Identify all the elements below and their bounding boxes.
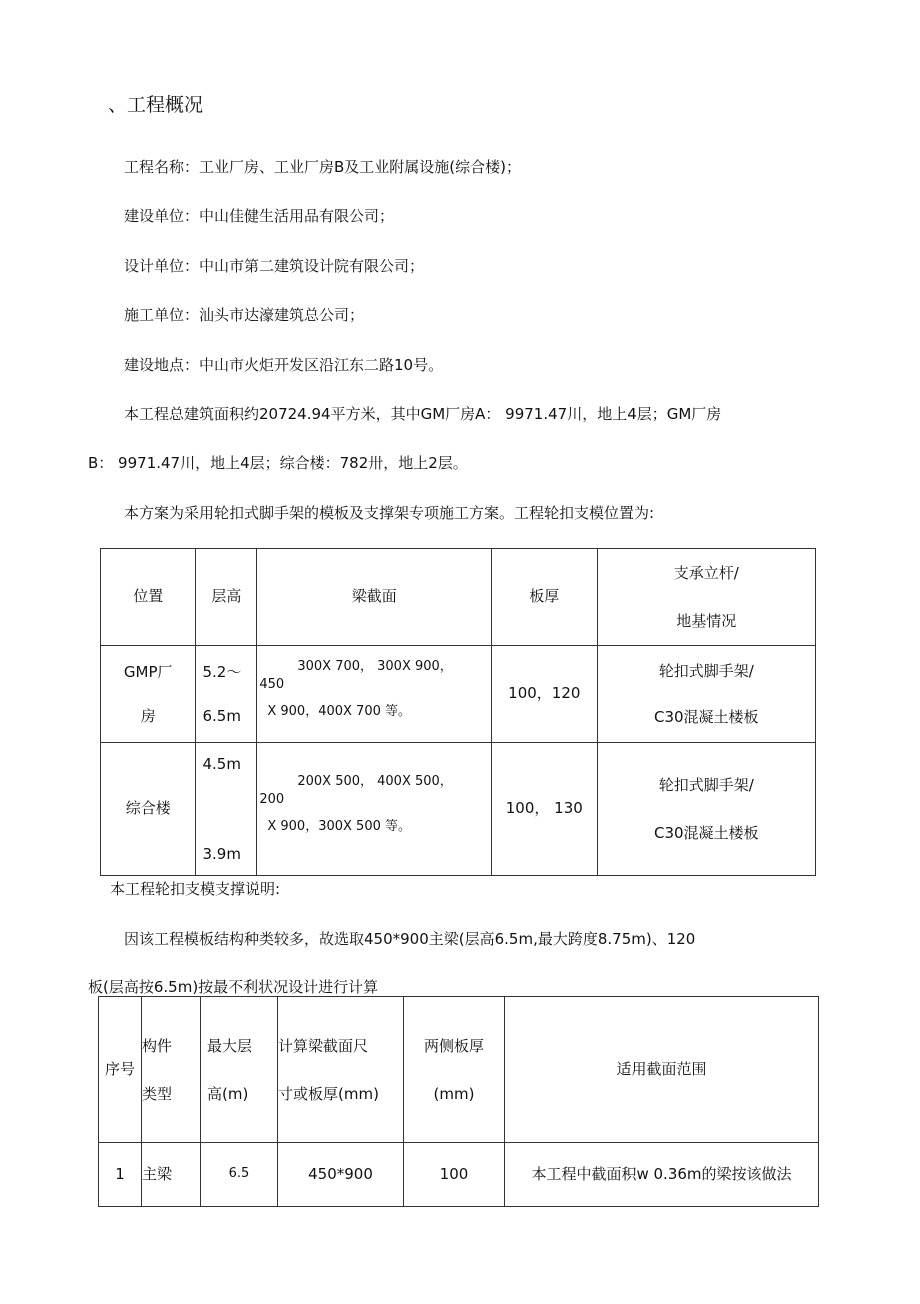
header-size-line-2: 寸或板厚(mm)	[278, 1084, 379, 1103]
support-line-2: C30混凝土楼板	[653, 824, 759, 842]
cell-position	[101, 646, 196, 743]
header-type-line-1: 构件	[142, 1036, 173, 1055]
header-side	[404, 997, 505, 1143]
header-size	[278, 997, 404, 1143]
position-line-2: 房	[140, 707, 156, 725]
project-name: 工程名称：工业厂房、工业厂房B及工业附属设施(综合楼)；	[124, 158, 521, 176]
height-line-2: 3.9m	[202, 845, 241, 863]
cell-side: 100	[404, 1143, 505, 1207]
area-line-2: B： 9971.47川，地上4层；综合楼：782卅，地上2层。	[88, 454, 468, 472]
beam-line-1: 300X 700， 300X 900，	[297, 659, 453, 674]
cell-position: 综合楼	[101, 743, 196, 876]
header-type-line-2: 类型	[142, 1084, 173, 1103]
height-line-2: 6.5m	[202, 707, 241, 725]
formwork-position-table	[100, 548, 816, 876]
header-maxh-line-1: 最大层	[207, 1036, 253, 1055]
contractor: 施工单位：汕头市达濠建筑总公司；	[124, 306, 365, 324]
header-support-line-2: 地基情况	[676, 612, 737, 630]
cell-support	[597, 743, 815, 876]
cell-height	[196, 743, 257, 876]
calc-line-2: 板(层高按6.5m)按最不利状况设计进行计算	[88, 978, 379, 996]
cell-beam	[257, 743, 492, 876]
support-line-1: 轮扣式脚手架/	[658, 662, 754, 680]
cell-height	[196, 646, 257, 743]
header-side-line-2: (mm)	[433, 1084, 475, 1103]
support-line-2: C30混凝土楼板	[653, 708, 759, 726]
header-max-height	[201, 997, 278, 1143]
cell-range: 本工程中截面积w 0.36m的梁按该做法	[505, 1143, 819, 1207]
table-row	[101, 646, 816, 743]
calc-line-1: 因该工程模板结构种类较多，故选取450*900主梁(层高6.5m,最大跨度8.75m)、120	[124, 930, 696, 948]
beam-line-3: X 900，400X 700 等。	[267, 704, 411, 719]
cell-beam	[257, 646, 492, 743]
cell-slab: 100， 130	[492, 743, 597, 876]
cell-slab: 100，120	[492, 646, 597, 743]
location: 建设地点：中山市火炬开发区沿江东二路10号。	[124, 356, 444, 374]
header-no: 序号	[99, 997, 142, 1143]
cell-size: 450*900	[278, 1143, 404, 1207]
header-position: 位置	[101, 549, 196, 646]
cell-support	[597, 646, 815, 743]
owner: 建设单位：中山佳健生活用品有限公司；	[124, 207, 395, 225]
designer: 设计单位：中山市第二建筑设计院有限公司；	[124, 257, 425, 275]
beam-line-1: 200X 500， 400X 500，	[297, 774, 453, 789]
beam-line-2: 200	[259, 792, 285, 807]
component-table	[98, 996, 819, 1207]
cell-no: 1	[99, 1143, 142, 1207]
height-line-1: 5.2～	[202, 663, 242, 681]
support-note: 本工程轮扣支模支撑说明:	[110, 880, 281, 898]
position-line-1: GMP厂	[123, 663, 173, 681]
support-line-1: 轮扣式脚手架/	[658, 776, 754, 794]
section-heading: 、工程概况	[108, 94, 204, 116]
header-beam: 梁截面	[257, 549, 492, 646]
header-support-line-1: 支承立杆/	[673, 564, 739, 582]
area-line-1: 本工程总建筑面积约20724.94平方米，其中GM厂房A： 9971.47川，地上4层；GM厂房	[124, 405, 722, 423]
table-header-row	[99, 997, 819, 1143]
cell-max-height: 6.5	[201, 1143, 278, 1207]
header-range: 适用截面范围	[505, 997, 819, 1143]
table-header-row	[101, 549, 816, 646]
table-row	[99, 1143, 819, 1207]
height-line-1: 4.5m	[202, 755, 241, 773]
header-side-line-1: 两侧板厚	[423, 1036, 484, 1055]
header-type	[142, 997, 201, 1143]
table-row	[101, 743, 816, 876]
beam-line-3: X 900，300X 500 等。	[267, 819, 411, 834]
header-size-line-1: 计算梁截面尺	[278, 1036, 369, 1055]
header-support	[597, 549, 815, 646]
header-maxh-line-2: 高(m)	[207, 1084, 249, 1103]
header-height: 层高	[196, 549, 257, 646]
cell-type: 主梁	[142, 1143, 201, 1207]
beam-line-2: 450	[259, 677, 285, 692]
scheme-intro: 本方案为采用轮扣式脚手架的模板及支撑架专项施工方案。工程轮扣支模位置为:	[124, 504, 655, 522]
header-slab: 板厚	[492, 549, 597, 646]
